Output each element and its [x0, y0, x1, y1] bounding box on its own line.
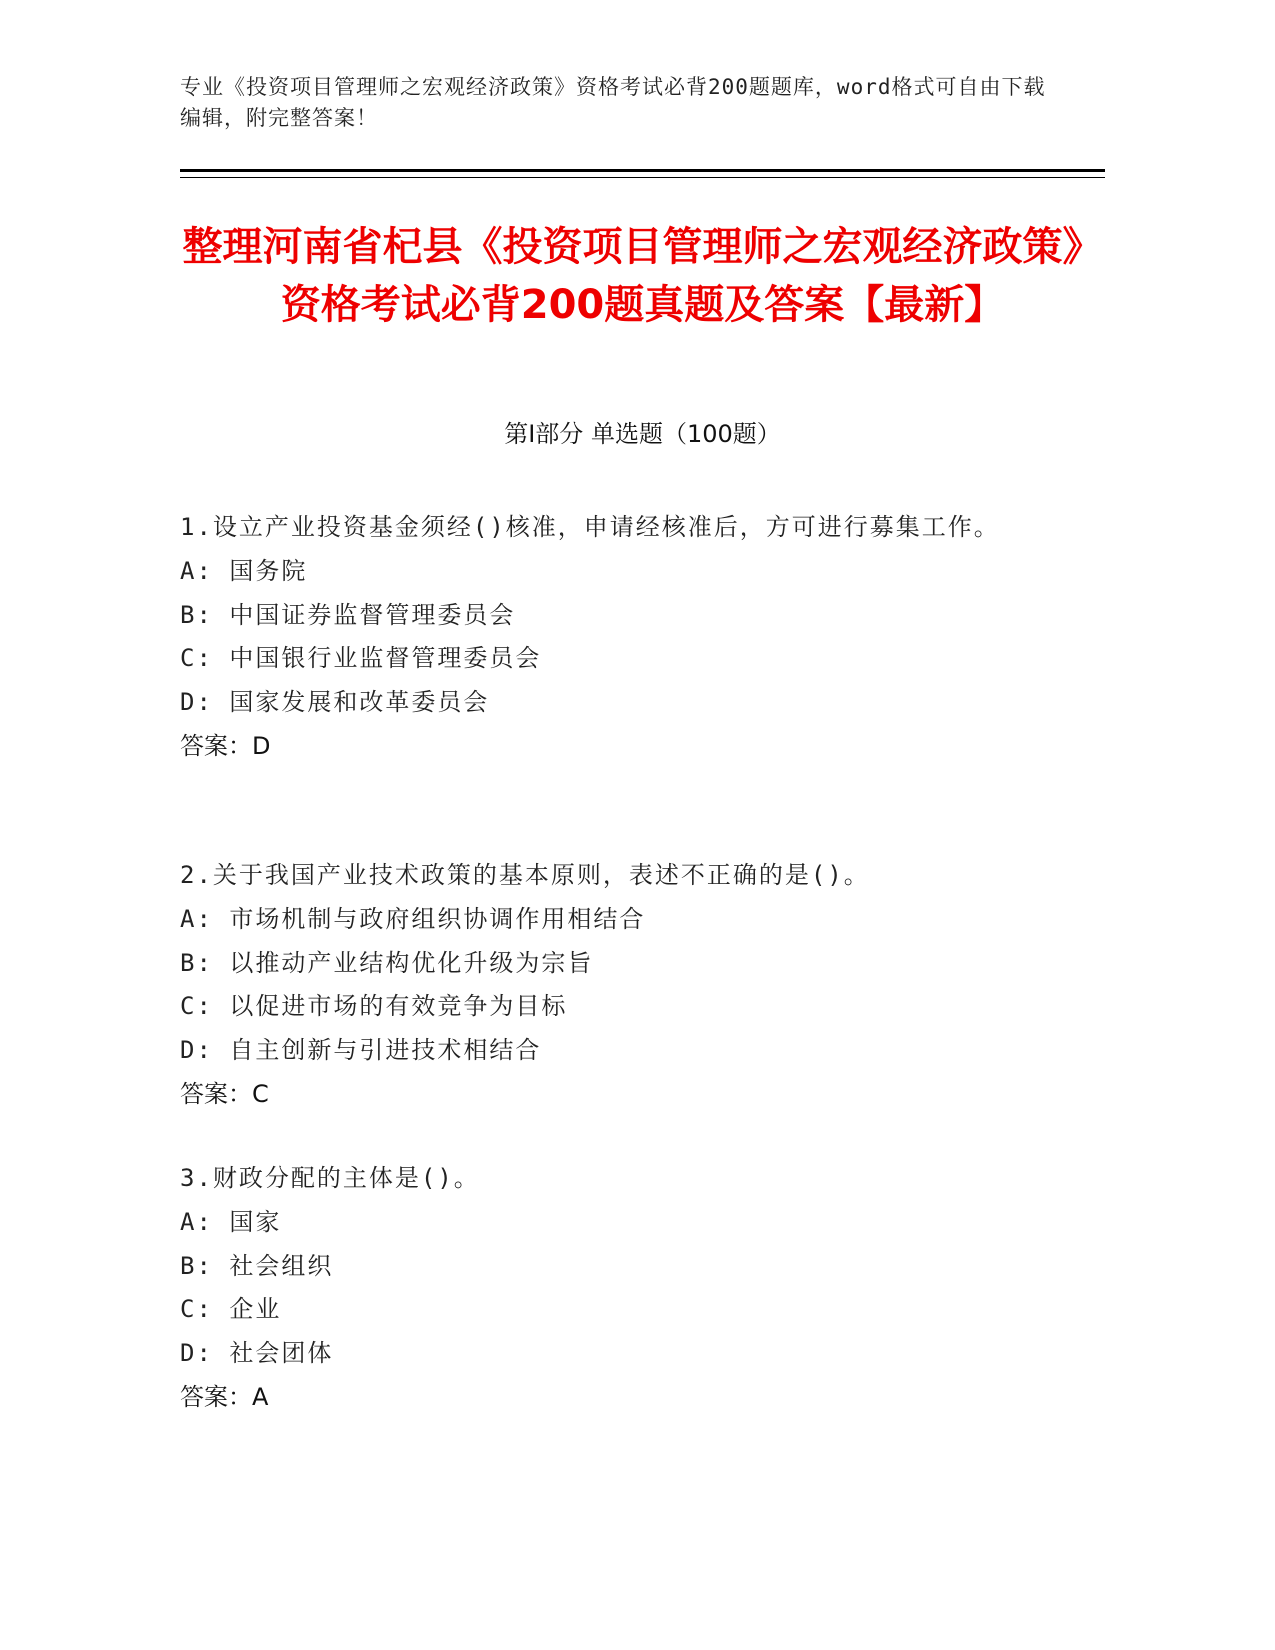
section-heading: 第I部分 单选题（100题）: [504, 420, 781, 448]
option-a: A: 国家: [180, 1208, 282, 1236]
option-d: D: 国家发展和改革委员会: [180, 687, 490, 716]
option-b: B: 社会组织: [180, 1251, 334, 1280]
question-block: [180, 1155, 1030, 1419]
option-b: B: 以推动产业结构优化升级为宗旨: [180, 948, 594, 977]
answer-line: 答案：A: [180, 1383, 269, 1411]
option-c: C: 中国银行业监督管理委员会: [180, 644, 542, 672]
option-a: A: 市场机制与政府组织协调作用相结合: [180, 905, 646, 933]
question-stem: 2.关于我国产业技术政策的基本原则，表述不正确的是()。: [180, 861, 870, 889]
header-note: 专业《投资项目管理师之宏观经济政策》资格考试必背200题题库，word格式可自由下载编辑，附完整答案！: [180, 75, 1046, 130]
option-a: A: 国务院: [180, 557, 308, 585]
question-stem: 1.设立产业投资基金须经()核准，申请经核准后，方可进行募集工作。: [180, 513, 1000, 541]
question-block: [180, 852, 1030, 1116]
document-title: 整理河南省杞县《投资项目管理师之宏观经济政策》资格考试必背200题真题及答案【最新】: [182, 224, 1103, 328]
question-stem: 3.财政分配的主体是()。: [180, 1164, 480, 1192]
answer-line: 答案：C: [180, 1080, 269, 1108]
question-block: [180, 504, 1030, 768]
option-d: D: 自主创新与引进技术相结合: [180, 1035, 542, 1064]
option-c: C: 企业: [180, 1295, 282, 1323]
option-b: B: 中国证券监督管理委员会: [180, 600, 516, 629]
header-divider-thin: [180, 177, 1105, 178]
answer-line: 答案：D: [180, 732, 271, 760]
option-d: D: 社会团体: [180, 1338, 334, 1367]
header-divider-thick: [180, 169, 1105, 172]
option-c: C: 以促进市场的有效竞争为目标: [180, 992, 568, 1020]
